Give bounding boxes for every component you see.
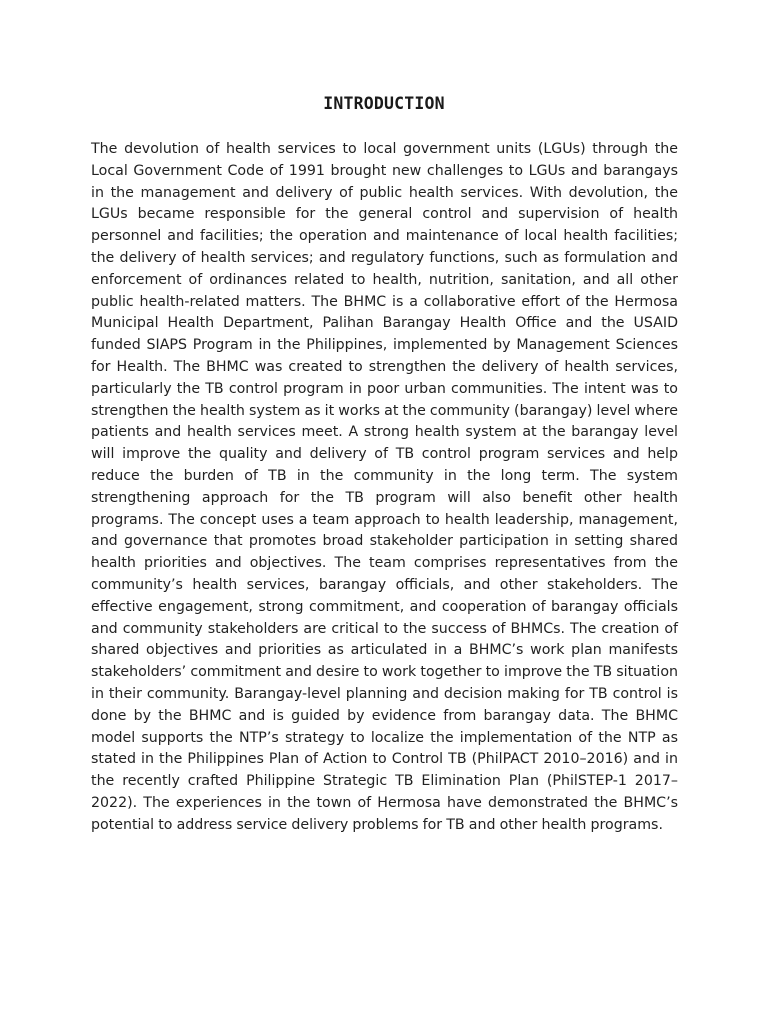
introduction-paragraph: The devolution of health services to local government units (LGUs) through the Local Government Code of 1991 brought new challenges to LGUs and barangays in the management and delivery of public health services. With devolution, the LGUs became responsible for the general control and supervision of health personnel and facilities; the operation and maintenance of local health facilities; the delivery of health services; and regulatory functions, such as formulation and enforcement of ordinances related to health, nutrition, sanitation, and all other public health-related matters. The BHMC is a collaborative effort of the Hermosa Municipal Health Department, Palihan Barangay Health Office and the USAID funded SIAPS Program in the Philippines, implemented by Management Sciences for Health. The BHMC was created to strengthen the delivery of health services, particularly the TB control program in poor urban communities. The intent was to strengthen the health system as it works at the community (barangay) level where patients and health services meet. A strong health system at the barangay level will improve the quality and delivery of TB control program services and help reduce the burden of TB in the community in the long term. The system strengthening approach for the TB program will also benefit other health programs. The concept uses a team approach to health leadership, management, and governance that promotes broad stakeholder participation in setting shared health priorities and objectives. The team comprises representatives from the community’s health services, barangay officials, and other stakeholders. The effective engagement, strong commitment, and cooperation of barangay officials and community stakeholders are critical to the success of BHMCs. The creation of shared objectives and priorities as articulated in a BHMC’s work plan manifests stakeholders’ commitment and desire to work together to improve the TB situation in their community. Barangay-level planning and decision making for TB control is done by the BHMC and is guided by evidence from barangay data. The BHMC model supports the NTP’s strategy to localize the implementation of the NTP as stated in the Philippines Plan of Action to Control TB (PhilPACT 2010–2016) and in the recently crafted Philippine Strategic TB Elimination Plan (PhilSTEP-1 2017–2022). The experiences in the town of Hermosa have demonstrated the BHMC’s potential to address service delivery problems for TB and other health programs.	[91, 141, 678, 833]
page-title: INTRODUCTION	[323, 94, 445, 113]
